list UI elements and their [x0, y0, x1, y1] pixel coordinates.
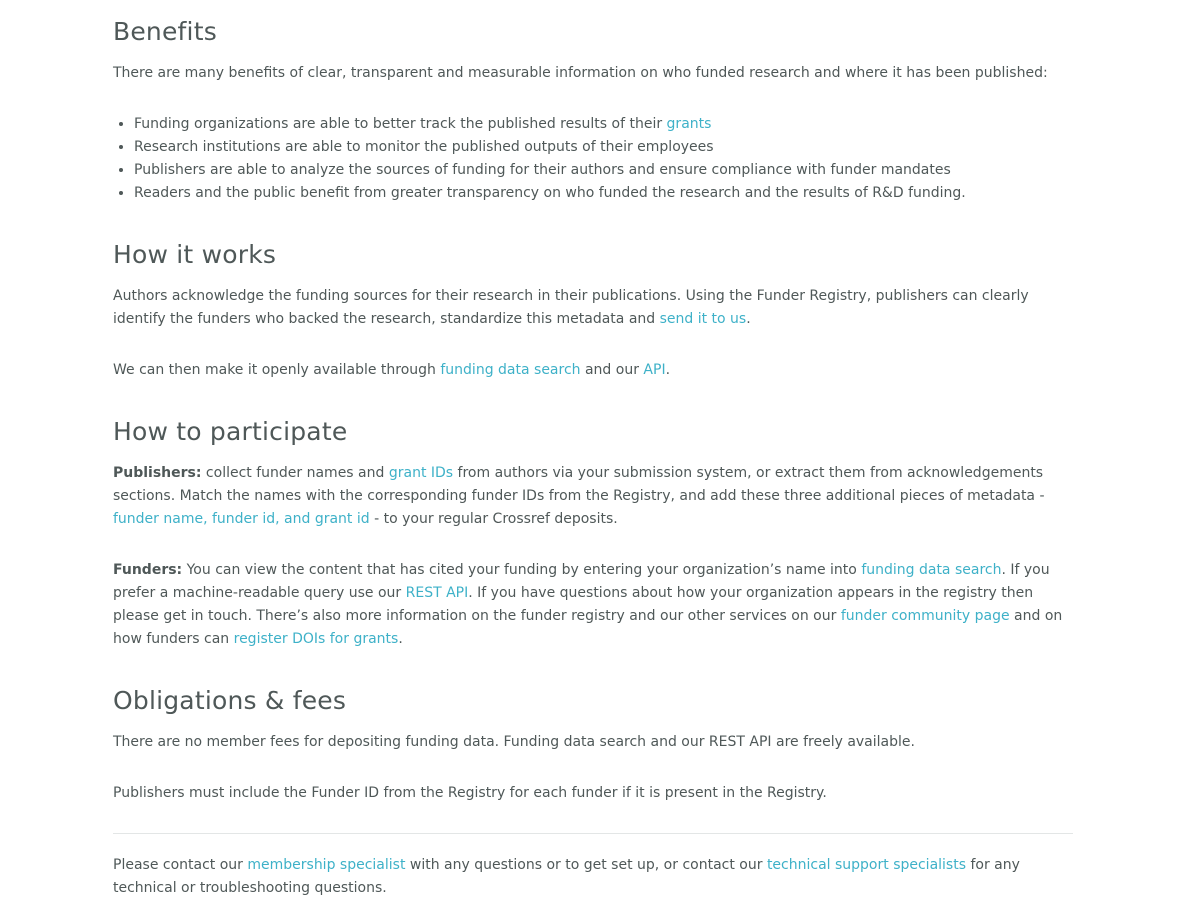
- list-item-text: Research institutions are able to monitor the published outputs of their employees: [134, 139, 714, 155]
- obligations-paragraph-2: Publishers must include the Funder ID from the Registry for each funder if it is present in the Registry.: [113, 785, 827, 801]
- funders-label: Funders:: [113, 562, 183, 578]
- benefits-heading: Benefits: [113, 17, 217, 46]
- list-item: [134, 182, 1074, 205]
- paragraph-text: . If you prefer a machine-readable query use our: [113, 562, 1050, 601]
- publishers-label: Publishers:: [113, 465, 202, 481]
- publishers-paragraph: [113, 462, 1073, 531]
- paragraph-text: and on how funders can: [113, 608, 1063, 647]
- how-it-works-paragraph-2: [113, 359, 1073, 382]
- paragraph-text: for any technical or troubleshooting questions.: [113, 857, 1020, 896]
- contact-paragraph: [113, 854, 1073, 900]
- rest-api-link[interactable]: REST API: [405, 585, 469, 601]
- how-it-works-heading: How it works: [113, 240, 277, 269]
- paragraph-text: and our: [580, 362, 644, 378]
- benefits-list: [113, 113, 1074, 205]
- how-it-works-paragraph: [113, 285, 1073, 331]
- paragraph-text: .: [746, 311, 751, 327]
- paragraph-text: . If you have questions about how your organization appears in the registry then please get in touch. There’s also more information on the funder registry and our other services on our: [113, 585, 1034, 624]
- funding-data-search-link[interactable]: funding data search: [861, 562, 1002, 578]
- paragraph-text: .: [665, 362, 671, 378]
- api-link[interactable]: API: [643, 362, 666, 378]
- paragraph-text: .: [398, 631, 403, 647]
- register-dois-for-grants-link[interactable]: register DOIs for grants: [233, 631, 399, 647]
- funders-paragraph: [113, 559, 1073, 651]
- grants-link[interactable]: grants: [666, 116, 712, 132]
- obligations-paragraph: There are no member fees for depositing funding data. Funding data search and our REST API are freely available.: [113, 734, 915, 750]
- obligations-heading: Obligations & fees: [113, 686, 347, 715]
- funder-metadata-link[interactable]: funder name, funder id, and grant id: [113, 511, 370, 527]
- technical-support-link[interactable]: technical support specialists: [766, 857, 967, 873]
- divider: [113, 833, 1073, 834]
- list-item: [134, 113, 1074, 136]
- paragraph-text: with any questions or to get set up, or contact our: [405, 857, 767, 873]
- membership-specialist-link[interactable]: membership specialist: [247, 857, 406, 873]
- grant-ids-link[interactable]: grant IDs: [388, 465, 454, 481]
- list-item: [134, 159, 1074, 182]
- paragraph-text: You can view the content that has cited your funding by entering your organization’s name into: [182, 562, 862, 578]
- how-to-participate-heading: How to participate: [113, 417, 348, 446]
- list-item: [134, 136, 1074, 159]
- paragraph-text: - to your regular Crossref deposits.: [369, 511, 618, 527]
- paragraph-text: from authors via your submission system, or extract them from acknowledgements sections. Match the names with the corresponding funder IDs from the Registry, and add these three additional pieces of metadata -: [113, 465, 1045, 504]
- benefits-intro: There are many benefits of clear, transparent and measurable information on who funded research and where it has been published:: [113, 65, 1048, 81]
- list-item-text: Funding organizations are able to better track the published results of their: [134, 116, 667, 132]
- paragraph-text: collect funder names and: [201, 465, 389, 481]
- paragraph-text: Please contact our: [113, 857, 248, 873]
- list-item-text: Publishers are able to analyze the sources of funding for their authors and ensure compliance with funder mandates: [134, 162, 951, 178]
- paragraph-text: We can then make it openly available through: [113, 362, 441, 378]
- paragraph-text: Authors acknowledge the funding sources for their research in their publications. Using the Funder Registry, publishers can clearly identify the funders who backed the research, standardize this metadata and: [113, 288, 1029, 327]
- send-it-to-us-link[interactable]: send it to us: [659, 311, 747, 327]
- list-item-text: Readers and the public benefit from greater transparency on who funded the research and the results of R&D funding.: [134, 185, 966, 201]
- funding-data-search-link[interactable]: funding data search: [440, 362, 581, 378]
- funder-community-page-link[interactable]: funder community page: [840, 608, 1010, 624]
